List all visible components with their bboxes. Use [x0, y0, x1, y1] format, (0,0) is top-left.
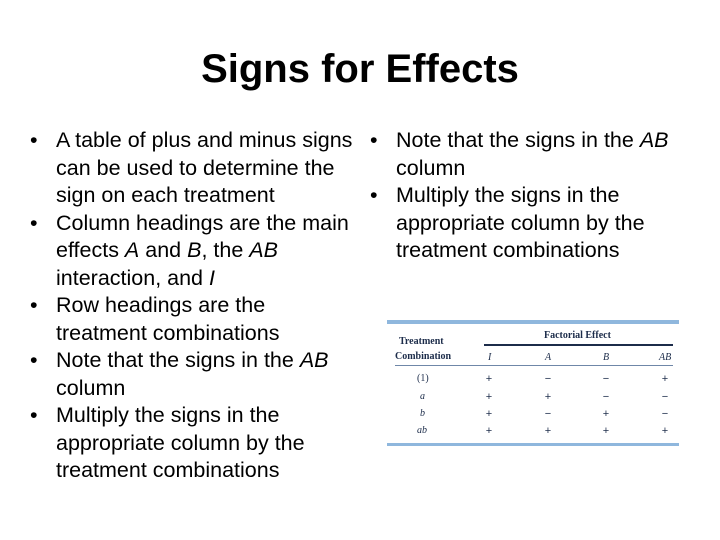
bullet-text: [396, 127, 686, 182]
row-label: b: [420, 408, 425, 419]
table-top-rule: [387, 320, 679, 324]
sign-cell: −: [544, 373, 552, 385]
sign-cell: +: [602, 408, 610, 420]
text-run: and: [139, 238, 188, 262]
sign-cell: −: [602, 391, 610, 403]
bullet-dot: •: [30, 348, 38, 372]
sign-cell: +: [544, 425, 552, 437]
sign-cell: +: [485, 373, 493, 385]
right-bullet-list: [362, 127, 692, 265]
italic-run: AB: [299, 348, 329, 372]
bullet-dot: •: [30, 128, 38, 152]
column-header-ab: AB: [659, 352, 672, 363]
sign-cell: −: [661, 391, 669, 403]
left-bullet-list: [22, 127, 362, 485]
bullet-text: Row headings are the treatment combinations: [56, 293, 280, 345]
text-run: Column headings are the main effects: [56, 210, 349, 262]
bullet-item: [362, 182, 692, 265]
bullet-text: [56, 347, 356, 402]
sign-cell: −: [661, 408, 669, 420]
bullet-dot: •: [370, 128, 378, 152]
text-run: , the: [201, 238, 250, 262]
bullet-dot: •: [370, 183, 378, 207]
bullet-dot: •: [30, 293, 38, 317]
text-run: Note that the signs in the: [56, 348, 300, 372]
bullet-text: Multiply the signs in the appropriate column by the treatment combinations: [56, 403, 305, 482]
sign-cell: +: [544, 391, 552, 403]
row-label: (1): [417, 373, 429, 384]
row-label: a: [420, 391, 425, 402]
sign-cell: +: [485, 408, 493, 420]
italic-run: AB: [639, 128, 669, 152]
bullet-item: [362, 127, 692, 182]
text-run: column: [56, 375, 126, 400]
table-bottom-rule: [387, 443, 679, 446]
bullet-text: Multiply the signs in the appropriate column by the treatment combinations: [396, 183, 645, 262]
text-run: column: [396, 155, 466, 180]
sign-cell: +: [661, 425, 669, 437]
italic-run: B: [187, 238, 202, 262]
sign-cell: −: [602, 373, 610, 385]
bullet-item: [22, 347, 362, 402]
italic-run: I: [209, 265, 215, 290]
bullet-item: [22, 210, 362, 293]
column-header-b: B: [603, 352, 610, 363]
row-label: ab: [417, 425, 427, 436]
bullet-dot: •: [30, 403, 38, 427]
italic-run: AB: [249, 238, 278, 262]
header-combination: Combination: [395, 351, 452, 362]
bullet-text: A table of plus and minus signs can be used to determine the sign on each treatment: [56, 128, 353, 207]
bullet-item: [22, 402, 362, 485]
sign-cell: −: [544, 408, 552, 420]
slide-title: Signs for Effects: [201, 47, 519, 91]
column-header-i: I: [488, 352, 492, 363]
text-run: Note that the signs in the: [396, 128, 640, 152]
sign-cell: +: [485, 425, 493, 437]
header-factorial-effect: Factorial Effect: [544, 330, 611, 341]
italic-run: A: [124, 238, 140, 262]
bullet-text: [56, 210, 356, 293]
bullet-dot: •: [30, 210, 38, 235]
header-treatment: Treatment: [399, 336, 444, 347]
sign-cell: +: [485, 391, 493, 403]
bullet-item: [22, 292, 362, 347]
signs-table: [387, 320, 679, 448]
header-rule: [395, 365, 673, 366]
bullet-item: [22, 127, 362, 210]
text-run: interaction, and: [56, 265, 209, 290]
sign-cell: +: [602, 425, 610, 437]
column-header-a: A: [545, 352, 552, 363]
factorial-effect-rule: [484, 344, 673, 346]
sign-cell: +: [661, 373, 669, 385]
